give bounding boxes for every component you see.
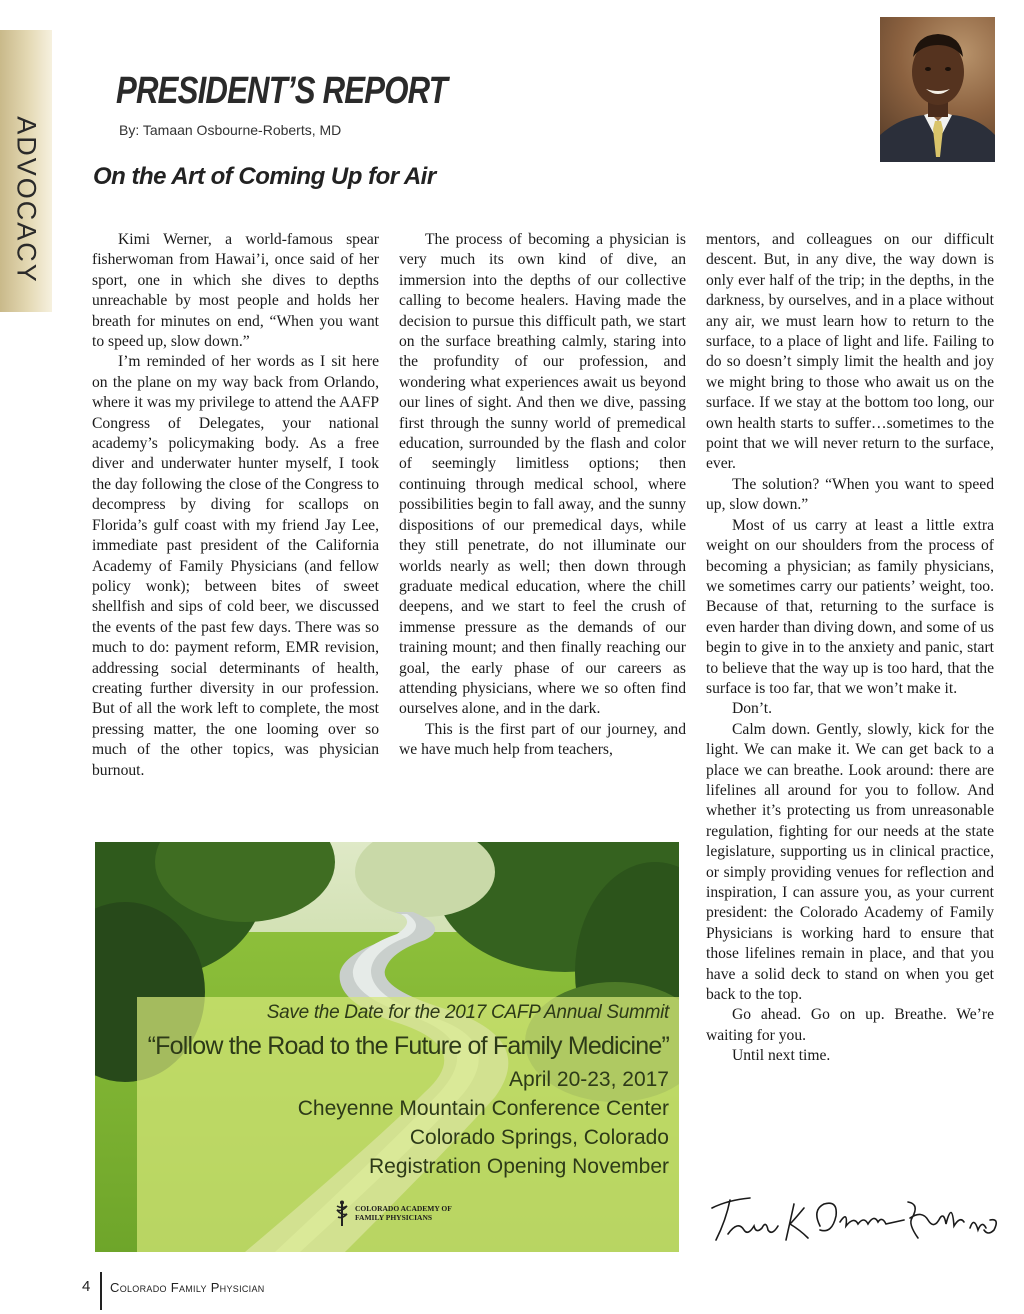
ad-date: April 20-23, 2017 bbox=[509, 1068, 669, 1091]
paragraph: Until next time. bbox=[732, 1047, 831, 1065]
author-photo bbox=[880, 17, 995, 162]
article-column-2 bbox=[399, 230, 686, 761]
paragraph: This is the first part of our journey, and we have much help from teachers, bbox=[399, 720, 686, 759]
page-number: 4 bbox=[82, 1278, 91, 1295]
page-title: PRESIDENT’S REPORT bbox=[116, 70, 447, 112]
paragraph: Go ahead. Go on up. Breathe. We’re waiting for you. bbox=[706, 1006, 994, 1044]
paragraph: Calm down. Gently, slowly, kick for the light. We can make it. We can get back to a place we can breathe. Look around: there are lifelines all around for you to follow. And whether it’s protecting us from unreasonable regulation, fighting for our needs at the state legislature, supporting us in clinical practice, or simply providing venues for reflection and inspiration, I can assure you, as your current president: the Colorado Academy of Family Physicians is working hard to ensure that those lifelines remain in place, and that you have a solid deck to stand on when you get back to the top. bbox=[706, 720, 994, 1004]
byline: By: Tamaan Osbourne-Roberts, MD bbox=[119, 122, 342, 138]
ad-theme: “Follow the Road to the Future of Family Medicine” bbox=[147, 1032, 669, 1060]
paragraph: The process of becoming a physician is very much its own kind of dive, an immersion into the depths of our collective calling to become healers. Having made the decision to pursue this difficult path, we start on the surface breathing calmly, staring into the profundity of our profession, and wondering what experiences await us beyond our lines of sight. And then we dive, passing first through the sunny world of premedical education, surrounded by the flash and color of seemingly limitless options; then continuing through medical school, where possibilities begin to fall away, and the sunny dispositions of our premedical days, while they still penetrate, do not illuminate our worlds nearly as well; then down through graduate medical education, where the chill deepens, and we start to feel the crush of immense pressure as the demands of our training mount; and then finally reaching our goal, the early phase of our careers as attending physicians, where we so often find ourselves alone, and in the dark. bbox=[399, 231, 686, 718]
paragraph: Most of us carry at least a little extra weight on our shoulders from the process of becoming a physician; as family physicians, we sometimes carry our patients’ weight, too. Because of that, returning to the surface is even harder than diving down, and some of us begin to give in to the anxiety and panic, start to believe that the way up is too hard, that the surface is too far, that we won’t make it. bbox=[706, 516, 994, 697]
section-tab-label: ADVOCACY bbox=[11, 116, 42, 284]
author-signature bbox=[708, 1190, 998, 1255]
paragraph: Kimi Werner, a world-famous spear fisherwoman from Hawai’i, once said of her sport, one in which she dives to depths unreachable by most people and holds her breath for minutes on end, “When you want to speed up, slow down.” bbox=[92, 231, 379, 351]
footer-divider bbox=[100, 1272, 102, 1310]
logo-line-1: COLORADO ACADEMY OF bbox=[355, 1204, 452, 1213]
ad-venue: Cheyenne Mountain Conference Center bbox=[297, 1097, 669, 1120]
summit-advertisement bbox=[95, 842, 679, 1252]
section-tab bbox=[0, 30, 52, 312]
publication-name: Colorado Family Physician bbox=[110, 1280, 265, 1295]
ad-city: Colorado Springs, Colorado bbox=[409, 1126, 669, 1149]
paragraph: I’m reminded of her words as I sit here on the plane on my way back from Orlando, where it was my privilege to attend the AAFP Congress of Delegates, your national academy’s policymaking body. As a free diver and underwater hunter myself, I took the day following the close of the Congress to decompress by diving for scallops on Florida’s gulf coast with my friend Jay Lee, immediate past president of the California Academy of Family Physicians (and fellow policy wonk); between bites of sweet shellfish and sips of cold beer, we discussed the events of the past few days. There was so much to do: payment reform, EMR revision, addressing social determinants of health, creating further diversity in our profession. But of all the work left to complete, the most pressing matter, the one looming over so much of the other topics, was physician burnout. bbox=[92, 353, 379, 779]
paragraph: The solution? “When you want to speed up, slow down.” bbox=[706, 475, 994, 514]
cafp-logo bbox=[335, 1200, 455, 1226]
caduceus-icon bbox=[335, 1200, 349, 1226]
ad-save-the-date: Save the Date for the 2017 CAFP Annual Summit bbox=[266, 1002, 669, 1023]
paragraph: mentors, and colleagues on our difficult descent. But, in any dive, the way down is only ever half of the trip; in the depths, in the darkness, by ourselves, and in a place without any air, we must learn how to return to the surface, to a place of light and life. Failing to do so doesn’t simply limit the health and joy we might bring to those who await us on the surface. If we stay at the bottom too long, our own health starts to suffer…sometimes to the point that we will never return to the surface, ever. bbox=[706, 231, 994, 473]
paragraph: Don’t. bbox=[732, 700, 772, 718]
article-subtitle: On the Art of Coming Up for Air bbox=[93, 163, 436, 190]
article-column-3 bbox=[706, 230, 994, 1067]
logo-line-2: FAMILY PHYSICIANS bbox=[355, 1213, 433, 1222]
article-column-1 bbox=[92, 230, 379, 781]
ad-registration: Registration Opening November bbox=[369, 1155, 669, 1178]
